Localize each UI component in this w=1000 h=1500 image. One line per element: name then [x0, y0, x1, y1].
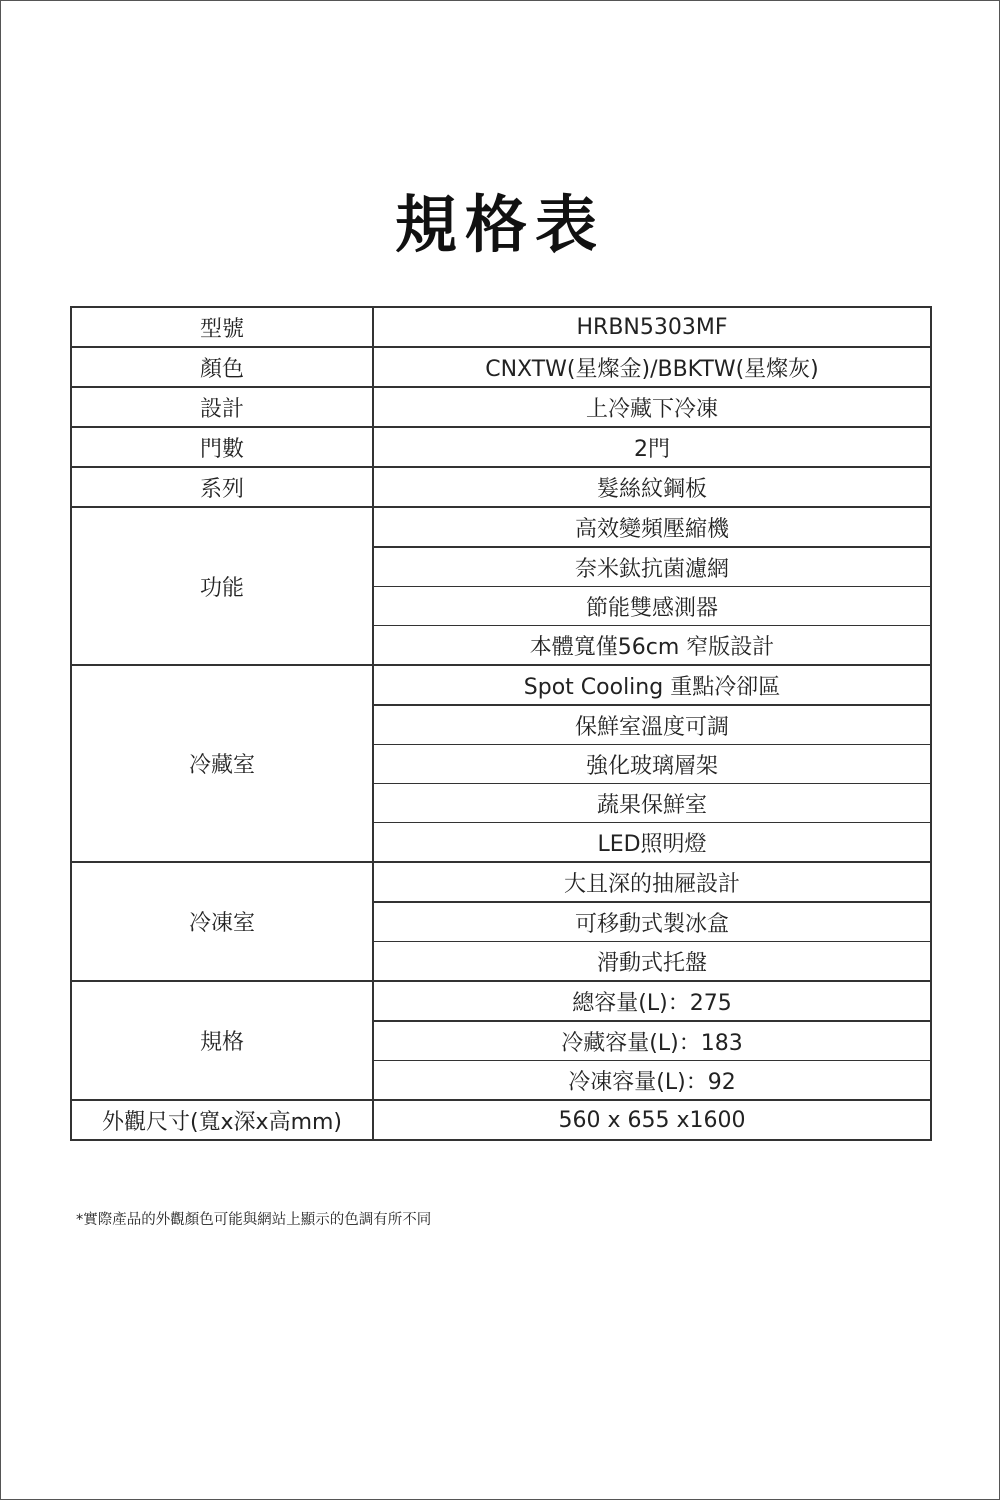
- function-item: 高效變頻壓縮機: [373, 507, 931, 547]
- capacity-item: 總容量(L)：275: [373, 981, 931, 1021]
- fridge-item: 強化玻璃層架: [373, 745, 931, 784]
- spec-table: [70, 306, 932, 1141]
- table-row: [71, 387, 931, 427]
- fridge-label: 冷藏室: [71, 665, 373, 862]
- doors-value: 2門: [373, 427, 931, 467]
- freezer-label: 冷凍室: [71, 862, 373, 981]
- function-item: 奈米鈦抗菌濾網: [373, 547, 931, 587]
- capacity-item: 冷藏容量(L)：183: [373, 1021, 931, 1061]
- dimension-value: 560 x 655 x1600: [373, 1100, 931, 1140]
- page-title: 規格表: [394, 188, 605, 261]
- table-row: [71, 1100, 931, 1140]
- table-row: [71, 862, 931, 902]
- freezer-item: 滑動式托盤: [373, 942, 931, 982]
- design-label: 設計: [71, 387, 373, 427]
- capacity-label: 規格: [71, 981, 373, 1100]
- freezer-item: 可移動式製冰盒: [373, 902, 931, 942]
- doors-label: 門數: [71, 427, 373, 467]
- footnote: *實際產品的外觀顏色可能與網站上顯示的色調有所不同: [76, 1212, 432, 1228]
- table-row: [71, 981, 931, 1021]
- series-value: 髮絲紋鋼板: [373, 467, 931, 507]
- series-label: 系列: [71, 467, 373, 507]
- color-value: CNXTW(星燦金)/BBKTW(星燦灰): [373, 347, 931, 387]
- fridge-item: 蔬果保鮮室: [373, 784, 931, 823]
- freezer-item: 大且深的抽屜設計: [373, 862, 931, 902]
- function-item: 本體寬僅56cm 窄版設計: [373, 626, 931, 666]
- model-label: 型號: [71, 307, 373, 347]
- model-value: HRBN5303MF: [373, 307, 931, 347]
- table-row: [71, 347, 931, 387]
- table-row: [71, 307, 931, 347]
- fridge-item: LED照明燈: [373, 823, 931, 863]
- table-row: [71, 665, 931, 705]
- design-value: 上冷藏下冷凍: [373, 387, 931, 427]
- dimension-label: 外觀尺寸(寬x深x高mm): [71, 1100, 373, 1140]
- table-row: [71, 427, 931, 467]
- table-row: [71, 467, 931, 507]
- fridge-item: 保鮮室溫度可調: [373, 705, 931, 745]
- color-label: 顏色: [71, 347, 373, 387]
- function-item: 節能雙感測器: [373, 587, 931, 626]
- fridge-item: Spot Cooling 重點冷卻區: [373, 665, 931, 705]
- function-label: 功能: [71, 507, 373, 665]
- table-row: [71, 507, 931, 547]
- capacity-item: 冷凍容量(L)：92: [373, 1061, 931, 1101]
